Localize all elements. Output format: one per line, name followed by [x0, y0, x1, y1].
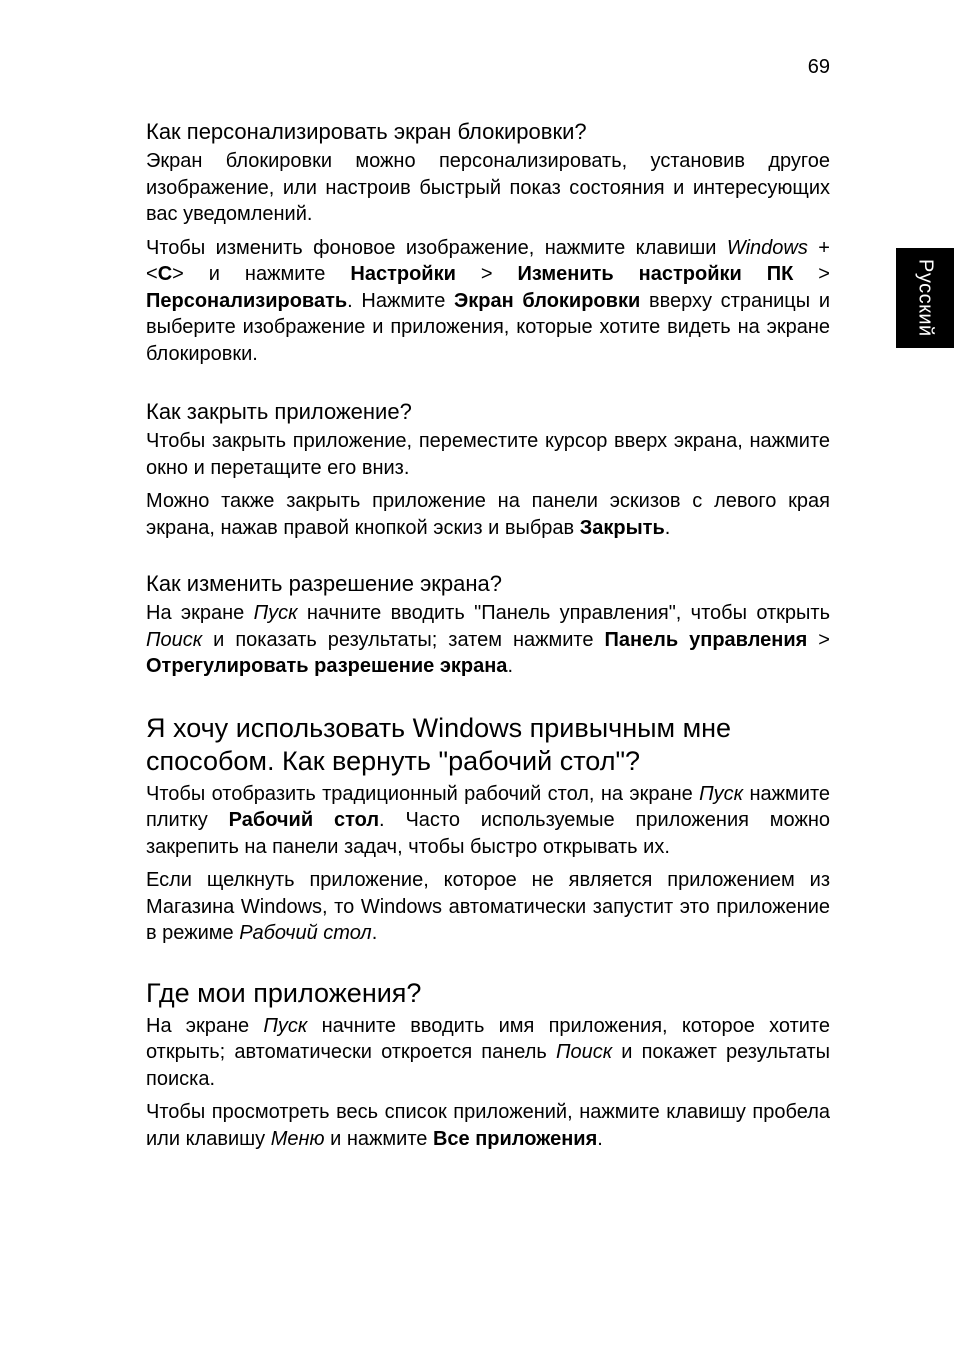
text-run: . — [371, 922, 378, 944]
text-run: . Нажмите — [347, 289, 455, 312]
bold-text: Рабочий стол — [228, 809, 380, 831]
text-run: > — [455, 263, 518, 285]
document-body — [146, 117, 830, 1159]
section-heading: Я хочу использовать Windows привычным мне способом. Как вернуть "рабочий стол"? — [146, 712, 732, 776]
italic-text: Поиск — [555, 1041, 613, 1063]
paragraph — [146, 781, 830, 861]
paragraph — [146, 428, 830, 481]
text-run: + < — [146, 236, 830, 285]
text-run: Чтобы изменить фоновое изображение, нажмите клавиши — [146, 236, 727, 259]
bold-text: Персонализировать — [146, 289, 348, 312]
section-heading: Как персонализировать экран блокировки? — [146, 119, 587, 144]
text-run: > — [807, 628, 830, 651]
text-run: . Часто используемые приложения можно закрепить на панели задач, чтобы быстро открывать их. — [146, 809, 830, 858]
bold-text: Панель управления — [604, 628, 808, 651]
section-screen-resolution — [146, 569, 830, 680]
paragraph — [146, 600, 830, 680]
italic-text: Рабочий стол — [239, 922, 372, 944]
section-heading: Как закрыть приложение? — [146, 399, 412, 424]
italic-text: Пуск — [699, 782, 744, 805]
text-run: Чтобы просмотреть весь список приложений, нажмите клавишу пробела или клавишу — [146, 1101, 830, 1150]
language-side-tab — [896, 248, 954, 348]
text-run: Если щелкнуть приложение, которое не является приложением из Магазина Windows, то Windows автоматически запустит это приложение в режиме — [146, 869, 830, 944]
bold-text: Настройки — [350, 263, 456, 285]
text-run: Чтобы закрыть приложение, переместите курсор вверх экрана, нажмите окно и перетащите его вниз. — [146, 430, 830, 479]
text-run: . — [507, 655, 513, 677]
text-run: нажмите плитку — [146, 782, 830, 831]
language-side-tab-label: Русский — [914, 259, 937, 337]
paragraph — [146, 235, 830, 368]
section-close-app — [146, 397, 830, 541]
bold-text: Экран блокировки — [454, 289, 641, 312]
text-run: > — [793, 263, 830, 285]
text-run: . — [664, 516, 671, 539]
text-run: начните вводить имя приложения, которое хотите открыть; автоматически откроется панель — [146, 1014, 830, 1063]
bold-text: Отрегулировать разрешение экрана — [146, 655, 508, 677]
bold-text: Все приложения — [432, 1127, 598, 1150]
italic-text: Windows — [726, 236, 808, 259]
italic-text: Пуск — [263, 1014, 308, 1037]
page-number: 69 — [807, 56, 830, 78]
text-run: > и нажмите — [172, 263, 351, 285]
paragraph — [146, 1013, 830, 1093]
italic-text: Пуск — [253, 602, 298, 624]
text-run: Чтобы отобразить традиционный рабочий стол, на экране — [146, 782, 700, 805]
paragraph — [146, 1099, 830, 1152]
text-run: и показать результаты; затем нажмите — [202, 628, 605, 651]
italic-text: Поиск — [146, 628, 203, 651]
text-run: На экране — [146, 602, 254, 624]
text-run: . — [597, 1127, 603, 1150]
text-run: На экране — [146, 1014, 264, 1037]
bold-text: Закрыть — [579, 516, 665, 539]
bold-text: C — [157, 263, 173, 285]
section-heading: Как изменить разрешение экрана? — [146, 571, 503, 596]
paragraph — [146, 148, 830, 228]
text-run: начните вводить "Панель управления", чтобы открыть — [297, 602, 830, 624]
text-run: и нажмите — [324, 1127, 433, 1150]
paragraph — [146, 488, 830, 541]
text-run: Можно также закрыть приложение на панели эскизов с левого края экрана, нажав правой кнопкой эскиз и выбрав — [146, 490, 830, 539]
section-heading: Где мои приложения? — [146, 977, 422, 1008]
bold-text: Изменить настройки ПК — [517, 263, 794, 285]
section-desktop — [146, 712, 830, 947]
section-my-apps — [146, 977, 830, 1153]
text-run: вверху страницы и выберите изображение и приложения, которые хотите видеть на экране блокировки. — [146, 289, 830, 365]
text-run: и покажет результаты поиска. — [146, 1041, 830, 1090]
paragraph — [146, 867, 830, 947]
section-lock-screen — [146, 117, 830, 367]
italic-text: Меню — [270, 1127, 325, 1150]
text-run: Экран блокировки можно персонализировать, установив другое изображение, или настроив быстрый показ состояния и интересующих вас уведомлений. — [146, 150, 830, 225]
